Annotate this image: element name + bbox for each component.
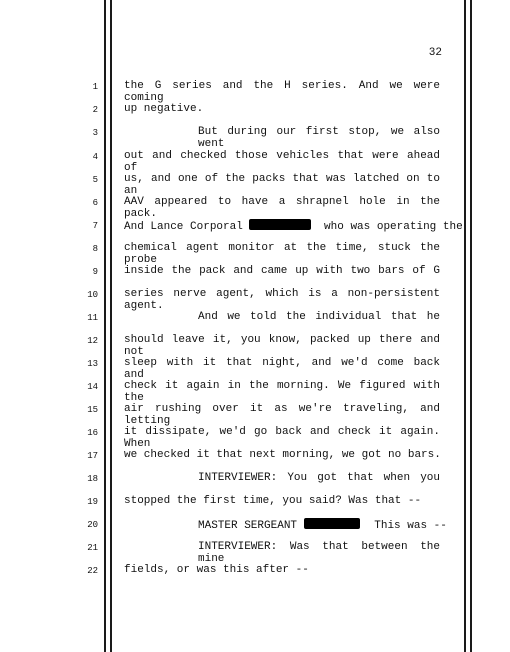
transcript-line — [0, 449, 510, 469]
line-text: we checked it that next morning, we got no bars. — [124, 449, 441, 461]
line-text: sleep with it that night, and we'd come back and — [124, 357, 440, 381]
line-text: INTERVIEWER: You got that when you — [198, 472, 440, 484]
line-text — [198, 518, 447, 532]
transcript-line — [0, 80, 510, 104]
line-text: And we told the individual that he — [198, 311, 440, 323]
transcript-line — [0, 196, 510, 220]
line-number: 12 — [87, 336, 98, 346]
transcript-line — [0, 541, 510, 565]
transcript-line — [0, 518, 510, 538]
redaction-bar — [249, 219, 311, 230]
line-number: 21 — [87, 543, 98, 553]
transcript-line — [0, 150, 510, 174]
transcript-line — [0, 426, 510, 450]
line-number: 11 — [87, 313, 98, 323]
transcript-line — [0, 173, 510, 197]
line-number: 7 — [92, 221, 98, 231]
line-text: INTERVIEWER: Was that between the mine — [198, 541, 440, 565]
line-text: AAV appeared to have a shrapnel hole in the pack. — [124, 196, 440, 220]
line-text: chemical agent monitor at the time, stuck the probe — [124, 242, 440, 266]
line-number: 13 — [87, 359, 98, 369]
transcript-line — [0, 495, 510, 515]
transcript-line — [0, 472, 510, 492]
line-number: 20 — [87, 520, 98, 530]
line-number: 1 — [92, 82, 98, 92]
transcript-line — [0, 357, 510, 381]
transcript-line — [0, 564, 510, 584]
transcript-line — [0, 288, 510, 312]
redaction-bar — [304, 518, 360, 529]
line-number: 2 — [92, 105, 98, 115]
transcript-line — [0, 265, 510, 285]
line-text: up negative. — [124, 103, 204, 115]
transcript-line — [0, 242, 510, 266]
line-text: stopped the first time, you said? Was that -- — [124, 495, 422, 507]
line-text: out and checked those vehicles that were ahead of — [124, 150, 440, 174]
line-number: 4 — [92, 152, 98, 162]
line-number: 15 — [87, 405, 98, 415]
line-text: fields, or was this after -- — [124, 564, 309, 576]
transcript-line — [0, 219, 510, 239]
line-number: 9 — [92, 267, 98, 277]
line-number: 8 — [92, 244, 98, 254]
line-text: should leave it, you know, packed up there and not — [124, 334, 440, 358]
line-text: it dissipate, we'd go back and check it again. When — [124, 426, 440, 450]
line-number: 10 — [87, 290, 98, 300]
line-text: air rushing over it as we're traveling, and letting — [124, 403, 440, 427]
line-text: series nerve agent, which is a non-persistent agent. — [124, 288, 440, 312]
line-number: 3 — [92, 128, 98, 138]
line-text-after-redaction: This was -- — [374, 520, 447, 532]
line-number: 5 — [92, 175, 98, 185]
transcript-line — [0, 334, 510, 358]
line-text: the G series and the H series. And we were coming — [124, 80, 440, 104]
line-number: 16 — [87, 428, 98, 438]
line-number: 22 — [87, 566, 98, 576]
line-text — [124, 219, 463, 233]
line-number: 17 — [87, 451, 98, 461]
transcript-line — [0, 103, 510, 123]
line-number: 14 — [87, 382, 98, 392]
line-text: inside the pack and came up with two bars of G — [124, 265, 440, 277]
line-number: 6 — [92, 198, 98, 208]
line-text: But during our first stop, we also went — [198, 126, 440, 150]
line-text: us, and one of the packs that was latched on to an — [124, 173, 440, 197]
transcript-line — [0, 380, 510, 404]
line-text-before-redaction: And Lance Corporal — [124, 221, 243, 233]
line-text-before-redaction: MASTER SERGEANT — [198, 520, 298, 532]
transcript-line — [0, 311, 510, 331]
line-text: check it again in the morning. We figured with the — [124, 380, 440, 404]
line-number: 18 — [87, 474, 98, 484]
transcript-line — [0, 403, 510, 427]
line-text-after-redaction: who was operating the — [324, 221, 463, 233]
page-number: 32 — [428, 47, 442, 59]
line-number: 19 — [87, 497, 98, 507]
transcript-line — [0, 126, 510, 150]
